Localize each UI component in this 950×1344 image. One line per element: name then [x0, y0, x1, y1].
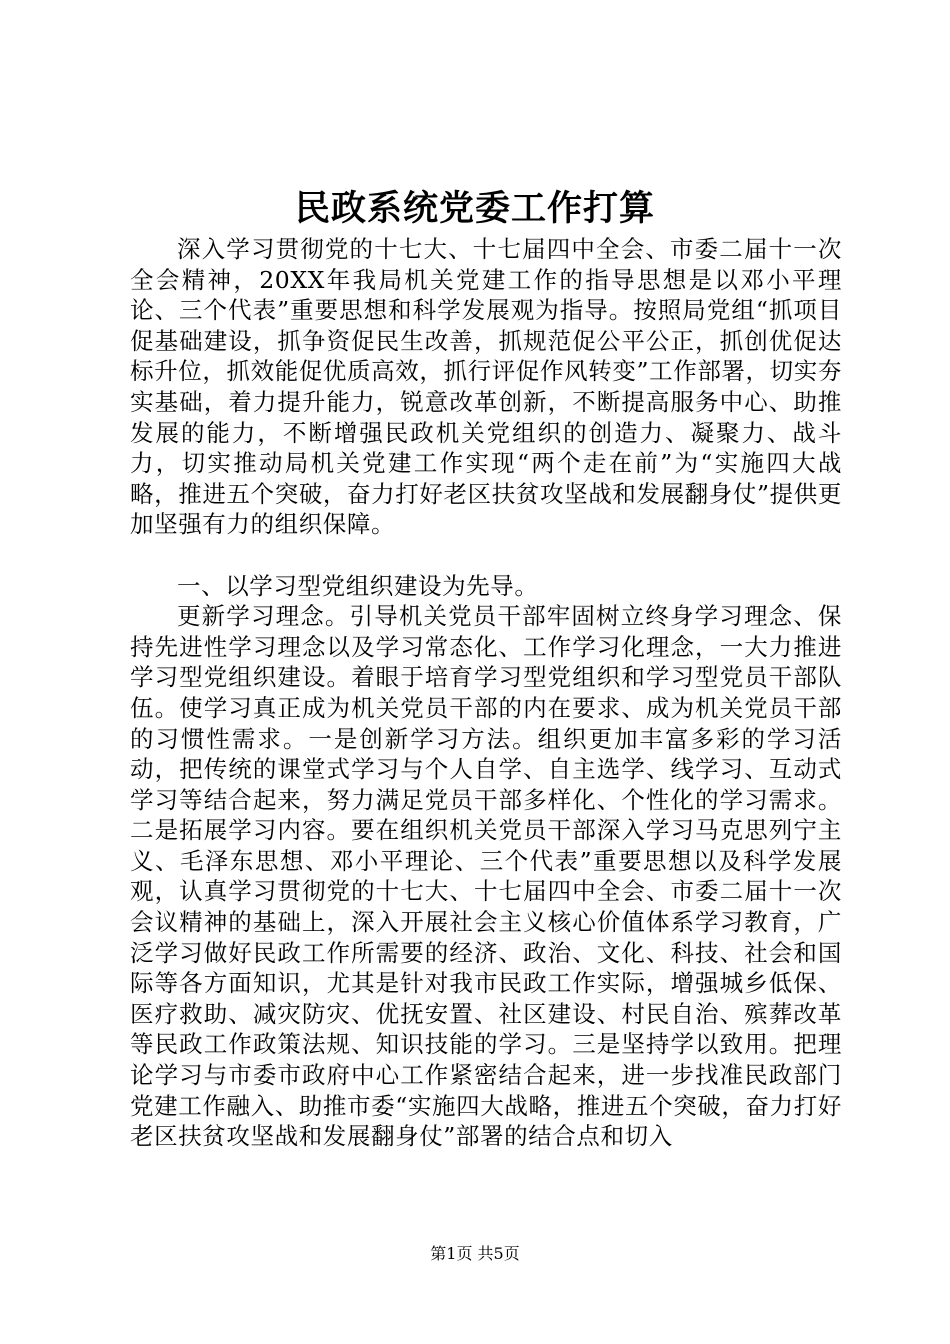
- paragraph-spacer: [130, 540, 842, 571]
- page-number-footer: 第1页 共5页: [430, 1244, 520, 1263]
- paragraph-learning: 更新学习理念。引导机关党员干部牢固树立终身学习理念、保持先进性学习理念以及学习常态化、工作学习化理念，一大力推进学习型党组织建设。着眼于培育学习型党组织和学习型党员干部队伍。使学习真正成为机关党员干部的内在要求、成为机关党员干部的习惯性需求。一是创新学习方法。组织更加丰富多彩的学习活动，把传统的课堂式学习与个人自学、自主选学、线学习、互动式学习等结合起来，努力满足党员干部多样化、个性化的学习需求。二是拓展学习内容。要在组织机关党员干部深入学习马克思列宁主义、毛泽东思想、邓小平理论、三个代表”重要思想以及科学发展观，认真学习贯彻党的十七大、十七届四中全会、市委二届十一次会议精神的基础上，深入开展社会主义核心价值体系学习教育，广泛学习做好民政工作所需要的经济、政治、文化、科技、社会和国际等各方面知识，尤其是针对我市民政工作实际，增强城乡低保、医疗救助、减灾防灾、优抚安置、社区建设、村民自治、殡葬改革等民政工作政策法规、知识技能的学习。三是坚持学以致用。把理论学习与市委市政府中心工作紧密结合起来，进一步找准民政部门党建工作融入、助推市委“实施四大战略，推进五个突破，奋力打好老区扶贫攻坚战和发展翻身仗”部署的结合点和切入: [130, 602, 842, 1151]
- section-heading-1: 一、以学习型党组织建设为先导。: [177, 571, 539, 600]
- document-title: 民政系统党委工作打算: [294, 188, 655, 229]
- paragraph-intro: 深入学习贯彻党的十七大、十七届四中全会、市委二届十一次全会精神，20XX年我局机关党建工作的指导思想是以邓小平理论、三个代表”重要思想和科学发展观为指导。按照局党组“抓项目促基础建设，抓争资促民生改善，抓规范促公平公正，抓创优促达标升位，抓效能促优质高效，抓行评促作风转变”工作部署，切实夯实基础，着力提升能力，锐意改革创新，不断提高服务中心、助推发展的能力，不断增强民政机关党组织的创造力、凝聚力、战斗力，切实推动局机关党建工作实现“两个走在前”为“实施四大战略，推进五个突破，奋力打好老区扶贫攻坚战和发展翻身仗”提供更加坚强有力的组织保障。: [130, 235, 842, 539]
- document-body: [130, 234, 842, 1152]
